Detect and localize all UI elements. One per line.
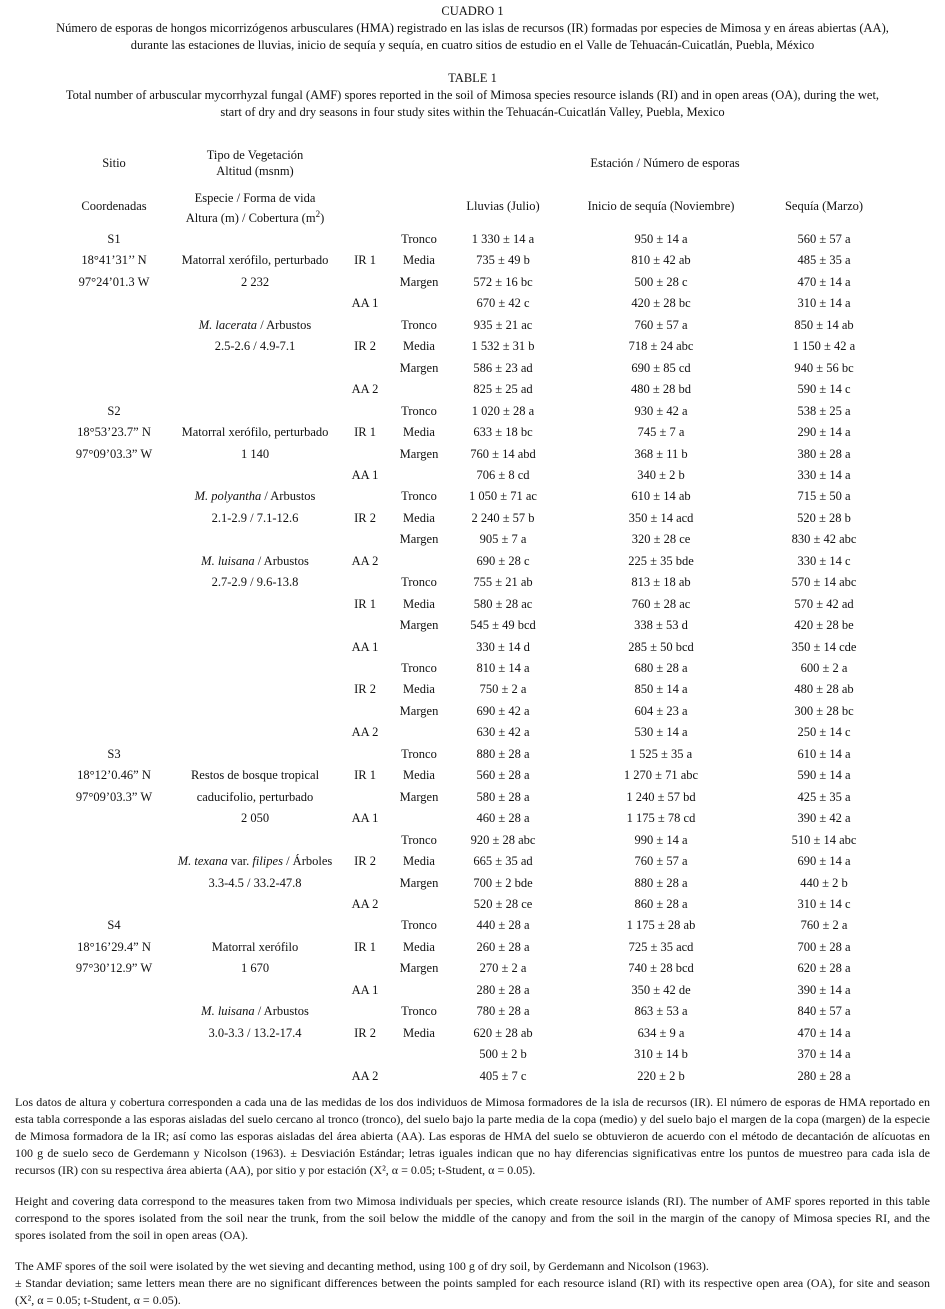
- cell-sequia: 1 150 ± 42 a: [792, 339, 856, 353]
- cell-lluvias: 520 ± 28 ce: [473, 897, 533, 911]
- cell-site: S2: [107, 404, 121, 418]
- cell-unit: AA 1: [351, 640, 379, 654]
- cell-lluvias: 755 ± 21 ab: [473, 575, 533, 589]
- cell-inicio-sequia: 863 ± 53 a: [634, 1004, 688, 1018]
- cell-unit: IR 2: [354, 682, 376, 696]
- cell-lluvias: 1 020 ± 28 a: [471, 404, 535, 418]
- header-coordenadas: Coordenadas: [81, 199, 147, 213]
- cell-inicio-sequia: 950 ± 14 a: [634, 232, 688, 246]
- cell-sequia: 480 ± 28 ab: [794, 682, 854, 696]
- cell-vegetation: 2 232: [240, 275, 270, 289]
- header-inicio-sequia: Inicio de sequía (Noviembre): [587, 199, 735, 213]
- cell-unit: AA 1: [351, 296, 379, 310]
- cell-lluvias: 935 ± 21 ac: [473, 318, 533, 332]
- cell-sequia: 940 ± 56 bc: [794, 361, 854, 375]
- cell-position: Margen: [399, 361, 439, 375]
- cell-lluvias: 700 ± 2 bde: [473, 876, 533, 890]
- cell-vegetation: M. luisana / Arbustos: [201, 1004, 309, 1018]
- cell-inicio-sequia: 1 175 ± 28 ab: [626, 918, 696, 932]
- cell-inicio-sequia: 760 ± 28 ac: [631, 597, 691, 611]
- cell-lluvias: 690 ± 42 a: [476, 704, 530, 718]
- cell-sequia: 570 ± 42 ad: [794, 597, 854, 611]
- cell-lluvias: 670 ± 42 c: [476, 296, 530, 310]
- caption-spanish-line-2: durante las estaciones de lluvias, inicio de sequía y sequía, en cuatro sitios de estudio en el Valle de Tehuacán-Cuicatlán, Puebla, México: [130, 38, 815, 52]
- cell-unit: IR 1: [354, 253, 376, 267]
- cell-inicio-sequia: 604 ± 23 a: [634, 704, 688, 718]
- cell-position: Media: [403, 940, 435, 954]
- cell-vegetation: 2.7-2.9 / 9.6-13.8: [211, 575, 299, 589]
- cell-position: Tronco: [401, 404, 437, 418]
- cell-vegetation: M. luisana / Arbustos: [201, 554, 309, 568]
- cell-vegetation: Restos de bosque tropical: [190, 768, 320, 782]
- cell-unit: AA 2: [351, 1069, 379, 1083]
- cell-lluvias: 750 ± 2 a: [479, 682, 527, 696]
- cell-lluvias: 880 ± 28 a: [476, 747, 530, 761]
- cell-inicio-sequia: 850 ± 14 a: [634, 682, 688, 696]
- cell-vegetation: caducifolio, perturbado: [196, 790, 314, 804]
- cell-lluvias: 630 ± 42 a: [476, 725, 530, 739]
- cell-site: 97°30’12.9” W: [75, 961, 153, 975]
- cell-lluvias: 572 ± 16 bc: [473, 275, 533, 289]
- header-estacion: Estación / Número de esporas: [590, 156, 740, 170]
- cell-position: Tronco: [401, 489, 437, 503]
- cell-vegetation: 2.5-2.6 / 4.9-7.1: [214, 339, 296, 353]
- cell-lluvias: 665 ± 35 ad: [473, 854, 533, 868]
- cell-lluvias: 620 ± 28 ab: [473, 1026, 533, 1040]
- cell-sequia: 310 ± 14 c: [797, 897, 851, 911]
- caption-english-line-1: Total number of arbuscular mycorrhyzal fungal (AMF) spores reported in the soil of Mimosa species resource islands (RI) and in open areas (OA), during the wet,: [65, 88, 880, 102]
- cell-sequia: 470 ± 14 a: [797, 1026, 851, 1040]
- cell-unit: AA 2: [351, 382, 379, 396]
- cell-inicio-sequia: 530 ± 14 a: [634, 725, 688, 739]
- cell-sequia: 310 ± 14 a: [797, 296, 851, 310]
- cell-inicio-sequia: 634 ± 9 a: [637, 1026, 685, 1040]
- cell-unit: IR 2: [354, 339, 376, 353]
- cell-sequia: 610 ± 14 a: [797, 747, 851, 761]
- cell-lluvias: 586 ± 23 ad: [473, 361, 533, 375]
- caption-spanish-label: CUADRO 1: [441, 4, 504, 18]
- cell-lluvias: 920 ± 28 abc: [470, 833, 536, 847]
- cell-site: 97°09’03.3” W: [75, 790, 153, 804]
- cell-sequia: 510 ± 14 abc: [791, 833, 857, 847]
- cell-sequia: 330 ± 14 a: [797, 468, 851, 482]
- cell-inicio-sequia: 725 ± 35 acd: [628, 940, 694, 954]
- cell-inicio-sequia: 745 ± 7 a: [637, 425, 685, 439]
- cell-sequia: 620 ± 28 a: [797, 961, 851, 975]
- cell-position: Margen: [399, 876, 439, 890]
- cell-lluvias: 905 ± 7 a: [479, 532, 527, 546]
- cell-sequia: 538 ± 25 a: [797, 404, 851, 418]
- cell-position: Margen: [399, 447, 439, 461]
- cell-position: Tronco: [401, 232, 437, 246]
- cell-sequia: 330 ± 14 c: [797, 554, 851, 568]
- cell-position: Tronco: [401, 318, 437, 332]
- cell-vegetation: 3.0-3.3 / 13.2-17.4: [208, 1026, 302, 1040]
- cell-position: Margen: [399, 790, 439, 804]
- cell-site: S3: [107, 747, 121, 761]
- cell-inicio-sequia: 990 ± 14 a: [634, 833, 688, 847]
- header-altitud: Altitud (msnm): [216, 164, 294, 178]
- cell-unit: IR 2: [354, 1026, 376, 1040]
- cell-unit: IR 1: [354, 768, 376, 782]
- cell-lluvias: 735 ± 49 b: [476, 253, 530, 267]
- cell-sequia: 470 ± 14 a: [797, 275, 851, 289]
- cell-sequia: 425 ± 35 a: [797, 790, 851, 804]
- cell-position: Tronco: [401, 747, 437, 761]
- cell-vegetation: 1 670: [240, 961, 270, 975]
- cell-sequia: 715 ± 50 a: [797, 489, 851, 503]
- caption-spanish-line-1: Número de esporas de hongos micorrizógenos arbusculares (HMA) registrado en las islas de recursos (IR) formadas por especies de Mimosa y en áreas abiertas (AA),: [56, 21, 889, 35]
- cell-position: Media: [403, 253, 435, 267]
- cell-sequia: 290 ± 14 a: [797, 425, 851, 439]
- cell-lluvias: 2 240 ± 57 b: [471, 511, 535, 525]
- caption-english-line-2: start of dry and dry seasons in four study sites within the Tehuacán-Cuicatlán Valley, Puebla, Mexico: [220, 105, 725, 119]
- cell-lluvias: 580 ± 28 a: [476, 790, 530, 804]
- cell-inicio-sequia: 930 ± 42 a: [634, 404, 688, 418]
- cell-unit: AA 1: [351, 811, 379, 825]
- header-sitio: Sitio: [102, 156, 126, 170]
- cell-inicio-sequia: 860 ± 28 a: [634, 897, 688, 911]
- cell-vegetation: Matorral xerófilo, perturbado: [181, 425, 329, 439]
- cell-sequia: 700 ± 28 a: [797, 940, 851, 954]
- cell-lluvias: 270 ± 2 a: [479, 961, 527, 975]
- cell-sequia: 570 ± 14 abc: [791, 575, 857, 589]
- cell-sequia: 600 ± 2 a: [800, 661, 848, 675]
- cell-sequia: 390 ± 42 a: [797, 811, 851, 825]
- cell-inicio-sequia: 610 ± 14 ab: [631, 489, 691, 503]
- cell-sequia: 690 ± 14 a: [797, 854, 851, 868]
- cell-inicio-sequia: 220 ± 2 b: [637, 1069, 685, 1083]
- cell-position: Media: [403, 511, 435, 525]
- note-english: Height and covering data correspond to the measures taken from two Mimosa individuals per species, which create resource islands (RI). The number of AMF spores reported in this table correspond to the spores isolated from the soil near the trunk, from the soil below the middle of the canopy and from the soil in the margin of the canopy of Mimosa species RI, and the spores isolated from the soil in open areas (OA).: [15, 1194, 930, 1242]
- cell-site: 18°53’23.7” N: [77, 425, 151, 439]
- cell-position: Margen: [399, 704, 439, 718]
- cell-site: S4: [107, 918, 121, 932]
- cell-vegetation: Matorral xerófilo: [211, 940, 299, 954]
- header-lluvias: Lluvias (Julio): [466, 199, 540, 213]
- cell-inicio-sequia: 1 525 ± 35 a: [629, 747, 693, 761]
- cell-lluvias: 690 ± 28 c: [476, 554, 530, 568]
- header-tipo-vegetacion: Tipo de Vegetación: [206, 148, 304, 162]
- cell-inicio-sequia: 368 ± 11 b: [634, 447, 688, 461]
- header-especie: Especie / Forma de vida: [194, 191, 316, 205]
- cell-inicio-sequia: 420 ± 28 bc: [631, 296, 691, 310]
- cell-vegetation: 3.3-4.5 / 33.2-47.8: [208, 876, 302, 890]
- cell-site: 18°16’29.4” N: [77, 940, 151, 954]
- cell-sequia: 390 ± 14 a: [797, 983, 851, 997]
- note-stddev: ± Standar deviation; same letters mean there are no significant differences between the points sampled for each resource island (RI) with its respective open area (OA), for site and season (X², α = 0.05; t-Student, α = 0.05).: [15, 1276, 930, 1307]
- cell-unit: AA 1: [351, 468, 379, 482]
- cell-unit: AA 2: [351, 725, 379, 739]
- cell-inicio-sequia: 813 ± 18 ab: [631, 575, 691, 589]
- cell-lluvias: 545 ± 49 bcd: [470, 618, 536, 632]
- cell-lluvias: 405 ± 7 c: [479, 1069, 527, 1083]
- cell-inicio-sequia: 1 270 ± 71 abc: [623, 768, 699, 782]
- cell-lluvias: 330 ± 14 d: [476, 640, 530, 654]
- cell-inicio-sequia: 350 ± 42 de: [631, 983, 691, 997]
- cell-lluvias: 810 ± 14 a: [476, 661, 530, 675]
- cell-lluvias: 440 ± 28 a: [476, 918, 530, 932]
- cell-inicio-sequia: 1 175 ± 78 cd: [626, 811, 696, 825]
- cell-lluvias: 560 ± 28 a: [476, 768, 530, 782]
- cell-vegetation: Matorral xerófilo, perturbado: [181, 253, 329, 267]
- cell-unit: IR 2: [354, 511, 376, 525]
- cell-sequia: 760 ± 2 a: [800, 918, 848, 932]
- cell-inicio-sequia: 740 ± 28 bcd: [628, 961, 694, 975]
- cell-vegetation: 2 050: [240, 811, 270, 825]
- cell-lluvias: 760 ± 14 abd: [470, 447, 536, 461]
- cell-site: S1: [107, 232, 121, 246]
- cell-lluvias: 706 ± 8 cd: [476, 468, 530, 482]
- cell-sequia: 440 ± 2 b: [800, 876, 848, 890]
- cell-position: Media: [403, 768, 435, 782]
- table-notes: [15, 1094, 930, 1309]
- cell-sequia: 830 ± 42 abc: [791, 532, 857, 546]
- header-altura-cobertura: [186, 206, 325, 226]
- cell-sequia: 280 ± 28 a: [797, 1069, 851, 1083]
- cell-inicio-sequia: 340 ± 2 b: [637, 468, 685, 482]
- cell-position: Tronco: [401, 575, 437, 589]
- cell-position: Tronco: [401, 918, 437, 932]
- cell-inicio-sequia: 1 240 ± 57 bd: [626, 790, 696, 804]
- cell-inicio-sequia: 760 ± 57 a: [634, 854, 688, 868]
- cell-position: Media: [403, 597, 435, 611]
- note-method: The AMF spores of the soil were isolated by the wet sieving and decanting method, using 100 g of dry soil, by Gerdemann and Nicolson (1963).: [15, 1259, 709, 1273]
- cell-unit: IR 2: [354, 854, 376, 868]
- cell-lluvias: 780 ± 28 a: [476, 1004, 530, 1018]
- cell-lluvias: 1 330 ± 14 a: [471, 232, 535, 246]
- cell-position: Margen: [399, 961, 439, 975]
- cell-unit: AA 1: [351, 983, 379, 997]
- cell-inicio-sequia: 320 ± 28 ce: [631, 532, 691, 546]
- cell-position: Tronco: [401, 661, 437, 675]
- cell-site: 18°12’0.46” N: [77, 768, 151, 782]
- cell-sequia: 300 ± 28 bc: [794, 704, 854, 718]
- cell-inicio-sequia: 310 ± 14 b: [634, 1047, 688, 1061]
- cell-lluvias: 1 532 ± 31 b: [471, 339, 535, 353]
- cell-sequia: 485 ± 35 a: [797, 253, 851, 267]
- cell-unit: IR 1: [354, 940, 376, 954]
- header-altura-text: Altura (m) / Cobertura (m: [185, 211, 316, 226]
- cell-lluvias: 633 ± 18 bc: [473, 425, 533, 439]
- cell-inicio-sequia: 680 ± 28 a: [634, 661, 688, 675]
- header-altura-end: ): [320, 211, 325, 226]
- cell-sequia: 250 ± 14 c: [797, 725, 851, 739]
- cell-position: Margen: [399, 618, 439, 632]
- cell-lluvias: 500 ± 2 b: [479, 1047, 527, 1061]
- cell-lluvias: 1 050 ± 71 ac: [469, 489, 537, 503]
- cell-site: 18°41’31’’ N: [81, 253, 147, 267]
- cell-position: Margen: [399, 275, 439, 289]
- cell-site: 97°24’01.3 W: [78, 275, 150, 289]
- cell-vegetation: 2.1-2.9 / 7.1-12.6: [211, 511, 299, 525]
- cell-position: Tronco: [401, 1004, 437, 1018]
- cell-sequia: 370 ± 14 a: [797, 1047, 851, 1061]
- cell-position: Media: [403, 425, 435, 439]
- cell-sequia: 840 ± 57 a: [797, 1004, 851, 1018]
- cell-position: Margen: [399, 532, 439, 546]
- note-spanish: Los datos de altura y cobertura corresponden a cada una de las medidas de los dos individuos de Mimosa formadores de la isla de recursos (IR). El número de esporas de HMA reportado en esta tabla corresponde a las esporas aisladas del suelo cercano al tronco (tronco), del suelo bajo la parte media de la copa (medio) y del suelo bajo el margen de la copa (margen) de la especie de Mimosa formadora de la IR; así como las esporas aisladas del área abierta (AA). Las esporas de HMA del suelo se obtuvieron de acuerdo con el método de decantación de alícuotas en 100 g de suelo seco de Gerdemann y Nicolson (1963). ± Desviación Estándar; letras iguales indican que no hay diferencias significativas entre los puntos de muestreo para cada isla de recursos (IR) con su respectiva área abierta (AA), por sitio y por estación (X², α = 0.05; t-Student, α = 0.05).: [15, 1095, 930, 1177]
- cell-position: Media: [403, 339, 435, 353]
- cell-position: Media: [403, 1026, 435, 1040]
- cell-sequia: 420 ± 28 be: [794, 618, 854, 632]
- cell-unit: AA 2: [351, 554, 379, 568]
- header-altura-sup: 2: [315, 209, 321, 219]
- cell-unit: AA 2: [351, 897, 379, 911]
- cell-sequia: 590 ± 14 a: [797, 768, 851, 782]
- cell-inicio-sequia: 690 ± 85 cd: [631, 361, 691, 375]
- cell-vegetation: M. lacerata / Arbustos: [198, 318, 312, 332]
- cell-inicio-sequia: 350 ± 14 acd: [628, 511, 694, 525]
- cell-vegetation: M. polyantha / Arbustos: [194, 489, 316, 503]
- cell-inicio-sequia: 500 ± 28 c: [634, 275, 688, 289]
- cell-position: Tronco: [401, 833, 437, 847]
- cell-lluvias: 280 ± 28 a: [476, 983, 530, 997]
- cell-inicio-sequia: 338 ± 53 d: [634, 618, 688, 632]
- header-sequia: Sequía (Marzo): [784, 199, 864, 213]
- cell-position: Media: [403, 854, 435, 868]
- cell-lluvias: 260 ± 28 a: [476, 940, 530, 954]
- cell-inicio-sequia: 760 ± 57 a: [634, 318, 688, 332]
- cell-lluvias: 460 ± 28 a: [476, 811, 530, 825]
- cell-position: Media: [403, 682, 435, 696]
- cell-sequia: 520 ± 28 b: [797, 511, 851, 525]
- cell-vegetation: 1 140: [240, 447, 270, 461]
- cell-inicio-sequia: 225 ± 35 bde: [628, 554, 694, 568]
- cell-sequia: 350 ± 14 cde: [791, 640, 857, 654]
- cell-inicio-sequia: 810 ± 42 ab: [631, 253, 691, 267]
- cell-inicio-sequia: 285 ± 50 bcd: [628, 640, 694, 654]
- cell-inicio-sequia: 718 ± 24 abc: [628, 339, 694, 353]
- cell-sequia: 380 ± 28 a: [797, 447, 851, 461]
- cell-sequia: 560 ± 57 a: [797, 232, 851, 246]
- cell-sequia: 850 ± 14 ab: [794, 318, 854, 332]
- cell-lluvias: 580 ± 28 ac: [473, 597, 533, 611]
- caption-english-label: TABLE 1: [448, 71, 497, 85]
- cell-inicio-sequia: 880 ± 28 a: [634, 876, 688, 890]
- cell-sequia: 590 ± 14 c: [797, 382, 851, 396]
- cell-lluvias: 825 ± 25 ad: [473, 382, 533, 396]
- cell-vegetation: M. texana var. filipes / Árboles: [177, 854, 333, 868]
- cell-unit: IR 1: [354, 597, 376, 611]
- cell-site: 97°09’03.3” W: [75, 447, 153, 461]
- cell-inicio-sequia: 480 ± 28 bd: [631, 382, 691, 396]
- cell-unit: IR 1: [354, 425, 376, 439]
